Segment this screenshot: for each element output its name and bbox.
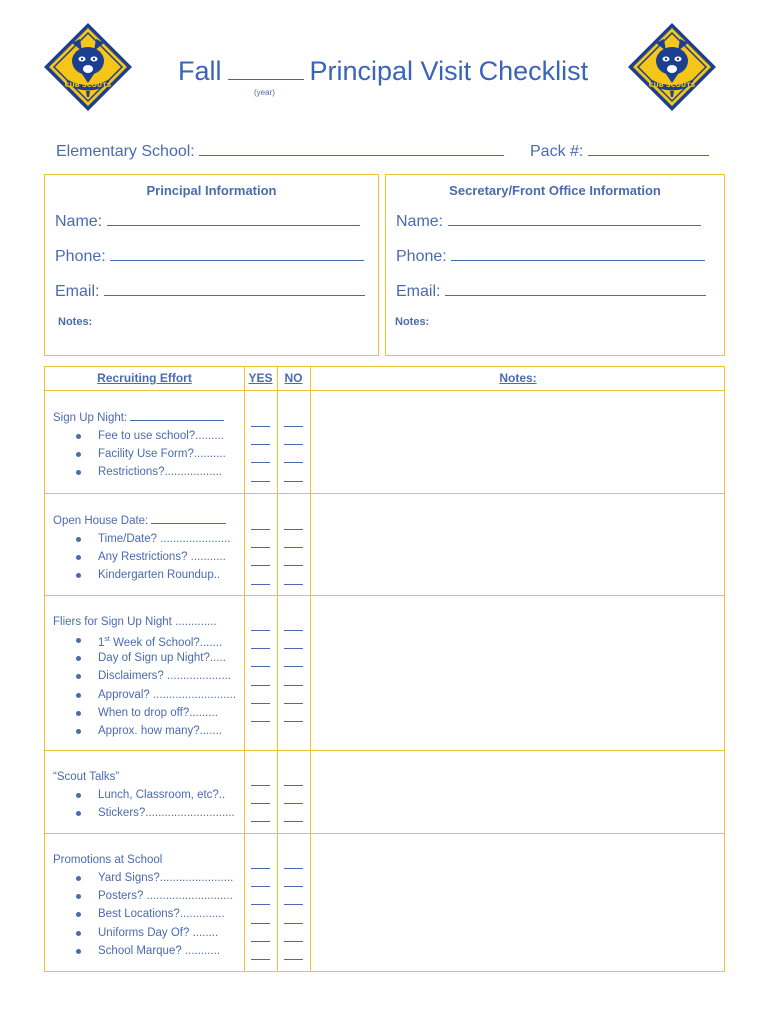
yes-blank xyxy=(251,923,270,924)
yes-blank xyxy=(251,785,270,786)
list-item: Facility Use Form?.......... xyxy=(53,445,226,463)
year-caption: (year) xyxy=(254,88,275,97)
yes-blank xyxy=(251,821,270,822)
list-item: Disclaimers? .................... xyxy=(53,667,236,685)
yes-blank xyxy=(251,868,270,869)
list-item: Kindergarten Roundup.. xyxy=(53,566,231,584)
yes-blank xyxy=(251,462,270,463)
yes-blank xyxy=(251,565,270,566)
section-title: Open House Date: xyxy=(53,512,231,530)
year-blank xyxy=(228,58,304,80)
no-blank xyxy=(284,565,303,566)
list-item: Day of Sign up Night?..... xyxy=(53,649,236,667)
no-blank xyxy=(284,547,303,548)
list-item: Uniforms Day Of? ........ xyxy=(53,924,233,942)
secretary-info-box xyxy=(385,174,725,356)
col-divider xyxy=(310,367,311,971)
school-field xyxy=(56,141,504,161)
no-blank xyxy=(284,785,303,786)
list-item: Approval? .......................... xyxy=(53,686,236,704)
list-item: Yard Signs?....................... xyxy=(53,869,233,887)
yes-blank xyxy=(251,481,270,482)
yes-blank xyxy=(251,803,270,804)
no-blank xyxy=(284,666,303,667)
no-blank xyxy=(284,584,303,585)
pack-label: Pack #: xyxy=(530,143,584,160)
no-blank xyxy=(284,529,303,530)
row-divider xyxy=(45,390,724,391)
header-yes: YES xyxy=(248,371,273,385)
col-divider xyxy=(277,367,278,971)
no-blank xyxy=(284,703,303,704)
title-end: Principal Visit Checklist xyxy=(309,56,589,86)
no-blank xyxy=(284,721,303,722)
section-promotions xyxy=(53,851,233,960)
principal-info-box xyxy=(44,174,379,356)
title-start: Fall xyxy=(178,56,222,86)
school-blank xyxy=(199,141,504,156)
list-item: Approx. how many?....... xyxy=(53,722,236,740)
yes-blank xyxy=(251,886,270,887)
no-blank xyxy=(284,444,303,445)
section-open-house xyxy=(53,512,231,585)
section-fliers xyxy=(53,613,236,740)
no-blank xyxy=(284,959,303,960)
principal-email-field: Email: xyxy=(55,281,365,301)
no-blank xyxy=(284,941,303,942)
list-item: Fee to use school?......... xyxy=(53,427,226,445)
yes-blank xyxy=(251,685,270,686)
no-blank xyxy=(284,481,303,482)
no-blank xyxy=(284,868,303,869)
header-no: NO xyxy=(284,371,303,385)
list-item: Time/Date? ...................... xyxy=(53,530,231,548)
section-sign-up-night xyxy=(53,409,226,482)
principal-notes-label: Notes: xyxy=(58,316,93,328)
yes-blank xyxy=(251,630,270,631)
cub-scouts-logo-right xyxy=(626,21,718,113)
yes-blank xyxy=(251,529,270,530)
list-item: Restrictions?.................. xyxy=(53,463,226,481)
no-blank xyxy=(284,923,303,924)
cub-scouts-logo-left xyxy=(42,21,134,113)
no-blank xyxy=(284,630,303,631)
yes-blank xyxy=(251,444,270,445)
principal-name-field: Name: xyxy=(55,211,360,231)
header-recruiting-effort: Recruiting Effort xyxy=(97,371,192,385)
no-blank xyxy=(284,685,303,686)
secretary-email-field: Email: xyxy=(396,281,706,301)
no-blank xyxy=(284,426,303,427)
yes-blank xyxy=(251,703,270,704)
list-item: 1st Week of School?....... xyxy=(53,631,236,649)
secretary-name-field: Name: xyxy=(396,211,701,231)
row-divider xyxy=(45,493,724,494)
no-blank xyxy=(284,803,303,804)
svg-text:CUB SCOUTS: CUB SCOUTS xyxy=(64,81,112,89)
no-blank xyxy=(284,648,303,649)
recruiting-table xyxy=(44,366,725,972)
secretary-phone-field: Phone: xyxy=(396,246,705,266)
principal-phone-field: Phone: xyxy=(55,246,364,266)
yes-blank xyxy=(251,584,270,585)
no-blank xyxy=(284,821,303,822)
yes-blank xyxy=(251,941,270,942)
yes-blank xyxy=(251,547,270,548)
no-blank xyxy=(284,904,303,905)
yes-blank xyxy=(251,666,270,667)
cub-scouts-emblem-icon xyxy=(42,21,134,113)
yes-blank xyxy=(251,426,270,427)
section-title: Promotions at School xyxy=(53,854,163,866)
section-title: “Scout Talks” xyxy=(53,771,120,783)
row-divider xyxy=(45,750,724,751)
page-title xyxy=(178,56,588,87)
svg-text:CUB SCOUTS: CUB SCOUTS xyxy=(648,81,696,89)
list-item: Any Restrictions? ........... xyxy=(53,548,231,566)
pack-blank xyxy=(588,141,709,156)
list-item: Stickers?............................ xyxy=(53,804,235,822)
header-notes: Notes: xyxy=(499,371,537,385)
yes-blank xyxy=(251,721,270,722)
section-scout-talks xyxy=(53,768,235,822)
yes-blank xyxy=(251,959,270,960)
row-divider xyxy=(45,595,724,596)
col-divider xyxy=(244,367,245,971)
row-divider xyxy=(45,833,724,834)
list-item: Best Locations?.............. xyxy=(53,905,233,923)
principal-heading: Principal Information xyxy=(146,183,277,198)
pack-field xyxy=(530,141,709,161)
secretary-notes-label: Notes: xyxy=(395,316,430,328)
yes-blank xyxy=(251,904,270,905)
list-item: School Marque? ........... xyxy=(53,942,233,960)
no-blank xyxy=(284,462,303,463)
list-item: Posters? ........................... xyxy=(53,887,233,905)
school-label: Elementary School: xyxy=(56,143,195,160)
section-title: Fliers for Sign Up Night ............. xyxy=(53,616,217,628)
list-item: When to drop off?......... xyxy=(53,704,236,722)
section-title: Sign Up Night: xyxy=(53,409,226,427)
no-blank xyxy=(284,886,303,887)
cub-scouts-emblem-icon xyxy=(626,21,718,113)
secretary-heading: Secretary/Front Office Information xyxy=(449,183,661,198)
list-item: Lunch, Classroom, etc?.. xyxy=(53,786,235,804)
yes-blank xyxy=(251,648,270,649)
